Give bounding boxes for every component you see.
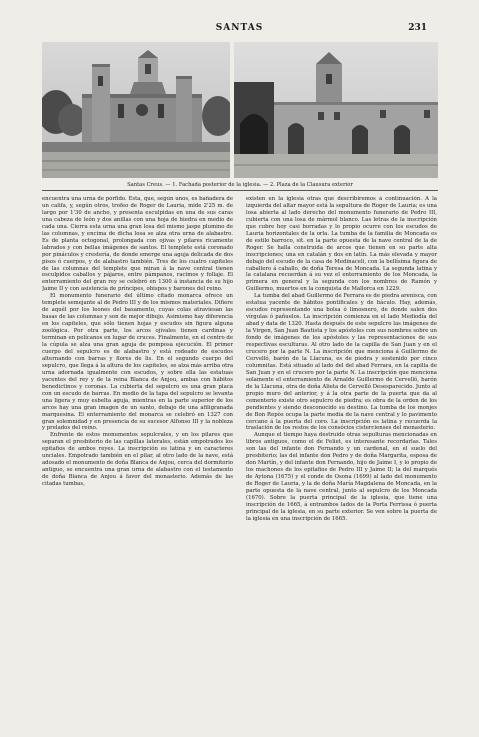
cloister-square-image	[234, 42, 438, 178]
paragraph: Aunque el tiempo haya destruido otras sepulturas mencionadas en libros antiguos, como el de Feliet, es interesante recordarlas. Tales son las del infante don Fernando y un cardenal, en el suelo del presbiterio; las del infante don Pedro y de doña Margarita, esposa de don Martín, y del infante don Fernando, hijo de Jaime I, y lo propio de los machones de los epitafios de Pedro III y Jaime II; la del marqués de Aytona (1675) y el conde de Osona (1699) al lado del monumento de Roger de Lauria, y la de doña María Magdalena de Moncada, en la parte opuesta de la nave central, junto al sepulcro de los Moncada (1670). Sobre la puerta principal de la iglesia, que tiene una inscripción de 1665, á entrambos lados de la Porta Ferrissa ó puerta principal de la iglesia, en su parte exterior. Se ven sobre la puerta de la iglesia en una inscripción de 1665.	[246, 432, 437, 522]
figure-caption: Santas Creus. — 1. Fachada posterior de la iglesia. — 2. Plaza de la Clausura exterior	[127, 182, 353, 188]
caption-rule	[42, 190, 438, 191]
photo-church-facade	[42, 42, 230, 178]
paragraph: Enfrente de estos monumentos sepulcrales, y en los pilares que separan el presbiterio de las capillas laterales, están empotrados los epitafios de ambos reyes. La inscripción es latina y en caracteres unciales. Empotrado también en el pilar, al otro lado de la nave, está adosado el monumento de doña Blanca de Anjou, cerca del dormitorio antiguo, se encuentra una gran urna de alabastro con el testamento de doña Blanca de Anjou á favor del monasterio. Además de las citadas tumbas,	[42, 432, 233, 488]
paragraph: La tumba del abad Guillermo de Ferrara es de piedra arenisca, con estatua yacente de hábitos pontificales y de báculo. Hay, además, escudos representando una bolsa ó limosnero, de donde salen dos vírgulas ó pañuelos. La inscripción comienza en el lado Mediodía del abad y data de 1320. Hasta después de este sepulcro las imágenes de la Virgen, San Juan Bautista y los apóstoles con sus nombres sobre un fondo de imágenes de los apóstoles y las representaciones de sus respectivas esculturas. Al otro lado de la capilla de San Juan y en el crucero por la parte N. La inscripción que menciona á Guillermo de Cervelló, barón de la Llacuna, es de piedra y sostenido por cinco columnitas. Está situado al lado del del abad Ferrara, en la capilla de San Juan y en el crucero por la parte N. La inscripción que menciona solamente el enterramiento de Arnaldo Guillermo de Cervelló, barón de la Llacuna, otra de doña Alieta de Cervelló Desesparecido. Junto al propio muro del anterior, y á la otra parte de la puerta que da al cementerio existe otro sepulcro de piedra; es obra de la orden de los pendientes y siendo desconocido su destino. La tumba de los monjes de Bon Repòs ocupa la parte media de la nave central y lo pavimento cercano á la puerta del coro. La inscripción es latina y recuerda la traslación de los restos de los consócios cistercienses del monasterio.	[246, 293, 437, 432]
photo-cloister-square	[234, 42, 438, 178]
paragraph: El monumento funerario del último citado monarca ofrece un templete semejante al de Pedro III y de los mismos materiales. Difiere de aquél por los leones del basamento, cuyas colas atraviesan las basas de las columnas y son de mejor dibujo. Asimismo hay diferencia en los capiteles, que sólo tienen hojas y escudos sin figura alguna zoológica. Por otra parte, los arcos ojivales tienen cardinas y terminan en pelícanos en lugar de cruces. Finalmente, en el centro de la cúpula se alza una gran aguja de pomposa ejecución. El primer cuerpo del sepulcro es de alabastro y está rodeado de escudos alternando con barras y flores de lis. En el segundo cuerpo del sepulcro, que llega á la altura de los capiteles, se alza más arriba otra urna adornada igualmente con escudos, y sobre ella las estatuas yacentes del rey y de la reina Blanca de Anjou, ambas con hábitos benedictinos y coronas. La cubierta del sepulcro es una gran placa con un escudo de barras. En medio de la tapa del sepulcro se levanta una ligera y muy esbelta aguja, mientras en la parte superior de los arcos hay una gran imagen de un santo, debajo de una afiligranada marquesina. El enterramiento del monarca se celebró en 1327 con gran solemnidad y en presencia de su sucesor Alfonso III y la nobleza y prelados del reino.	[42, 293, 233, 432]
running-title: SANTAS	[215, 23, 264, 33]
page-number: 231	[408, 23, 427, 33]
paragraph: encuentra una urna de pórfido. Esta, que, según unos, es bañadera de un califa, y, según otros, trofeo de Roger de Lauria, mide 2'25 m. de largo por 1'30 de ancho, y presenta esculpidas en una de sus caras una cabeza de león y dos anillas con una hoja de hiedra en medio de cada una. Cierra esta urna una gran losa del mismo jaspe plumino de las columnas, y encima de dicha losa se alza otra urna de alabastro. Es de planta octogonal, prolongada con ojivas y pilares ricamente labrados y con bellas imágenes de santos. El templete está coronado por pináculos y crestería, de donde emerge una aguja delicada de dos pisos ó cuerpos, y de alabastro también. Tres de los cuatro capiteles de las columnas del templete que miran á la nave central tienen esculpidos caballos y pájaros, entre pámpanos, racimos y follaje. El enterramiento del gran rey se celebró en 1300 á instancia de su hijo Jaime II y con asistencia de príncipes, obispos y barones del reino.	[42, 196, 233, 293]
text-column-left	[42, 196, 233, 696]
church-facade-image	[42, 42, 230, 178]
paragraph: existen en la iglesia otras que describiremos á continuación. A la izquierda del altar mayor está la sepultura de Roger de Lauria; es una losa abierta al lado derecho del monumento funerario de Pedro III, cubierta con una losa de mármol blanco. Las letras de la inscripción que cubre hoy casi borradas y lo propio ocurre con los escudos de Lauria horizontales de la orla. La tumba de la familia de Moncada es de estilo barroco, sit. en la parte opuesta de la nave central de la de Roger. Se halla construida de arcos que tienen en su parte alta inscripciones; una en catalán y dos en latín. La más elevada y mayor debajo del escudo de la casa de Medinaceli, con la bellísima figura de caballero á caballo, de doña Teresa de Moncada. La segunda latina y la catalana recuerdan á su vez el enterramiento de los Moncada, la primera en general y la segunda con los nombres de Ramón y Guillermo, muertos en la conquista de Mallorca en 1229.	[246, 196, 437, 293]
text-column-right	[246, 196, 437, 696]
